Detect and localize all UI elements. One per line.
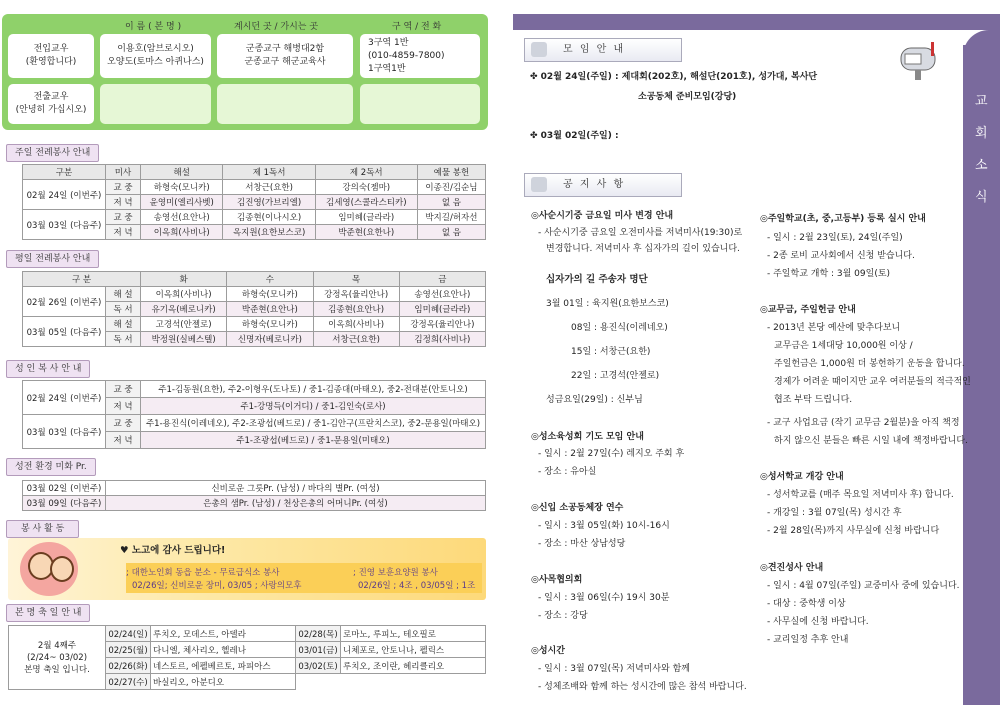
- table-row: [23, 496, 486, 511]
- header-name: 이 름 ( 본 명 ): [125, 22, 182, 32]
- mass-cell: 저 녁: [106, 195, 141, 210]
- date-cell: 03월 03일 (다음주): [23, 210, 106, 240]
- notice-line: - 일시 : 3월 05일(화) 10시-16시: [538, 521, 670, 531]
- notice-line: - 대상 : 중학생 이상: [767, 599, 846, 609]
- th: 금: [399, 272, 485, 287]
- notice-line: 08일 : 용진식(이레네오): [571, 323, 668, 333]
- service-left-2: 02/26일; 신비로운 장미, 03/05 ; 사랑의모후: [132, 581, 302, 591]
- notice-heading: ◎교무금, 주일헌금 안내: [760, 305, 856, 315]
- header-place: 계시던 곳 / 가시는 곳: [234, 22, 319, 32]
- top-band: [513, 14, 1000, 30]
- cell: 송영선(요안나): [141, 210, 223, 225]
- cell: 신비로운 그릇Pr. (남성) / 바다의 별Pr. (여성): [106, 481, 486, 496]
- cell: 주1-강명득(이거디) / 중1-김인숙(로사): [141, 398, 486, 415]
- date-cell: 02월 26일 (이번주): [23, 287, 106, 317]
- notice-line: 경제가 어려운 때이지만 교우 여러분들의 적극적인: [774, 377, 971, 387]
- sunday-title: 주일 전례봉사 안내: [6, 144, 99, 162]
- transfer-out-area: [360, 84, 480, 124]
- cell: 은총의 샘Pr. (남성) / 천상은총의 어머니Pr. (여성): [106, 496, 486, 511]
- cell: 김세영(스콜라스티카): [315, 195, 417, 210]
- transfer-out-names: [100, 84, 211, 124]
- cell: 박정원(실베스텔): [141, 332, 227, 347]
- notice-title-text: 공 지 사 항: [563, 179, 626, 190]
- date-cell: 03월 03일 (다음주): [23, 415, 106, 449]
- cell: 송영선(요안나): [399, 287, 485, 302]
- notice-line: 변경합니다. 저녁미사 후 십자가의 길이 있습니다.: [546, 244, 740, 254]
- role-cell: 해 설: [106, 317, 141, 332]
- feast-date: 02/24(일): [106, 626, 151, 642]
- empty-cell: [296, 674, 486, 690]
- feast-label: 2월 4째주 (2/24~ 03/02) 본명 축일 입니다.: [9, 626, 106, 690]
- th: 구분: [23, 165, 106, 180]
- role-cell: 독 서: [106, 332, 141, 347]
- cell: 박지길/허자선: [417, 210, 485, 225]
- cell: 박준현(요안나): [227, 302, 313, 317]
- notice-line: - 성체조배와 함께 하는 성시간에 많은 참석 바랍니다.: [538, 682, 747, 692]
- feast-date: 02/28(목): [296, 626, 341, 642]
- notice-line: - 성서학교를 (매주 목요일 저녁미사 후) 합니다.: [767, 490, 954, 500]
- cell: 윤영미(엘리사벳): [141, 195, 223, 210]
- cell: 고경석(안젤로): [141, 317, 227, 332]
- cell: 강정옥(율리안나): [313, 287, 399, 302]
- notice-line: - 주일학교 개학 : 3월 09일(토): [767, 269, 891, 279]
- notice-subheading: 십자가의 길 주송자 명단: [546, 274, 648, 285]
- notice-line: - 일시 : 3월 06일(수) 19시 30분: [538, 593, 670, 603]
- cell: 신명자(베로니카): [227, 332, 313, 347]
- transfer-out-label: 전출교우 (안녕히 가십시오): [8, 84, 94, 124]
- feast-date: 03/01(금): [296, 642, 341, 658]
- cell: 임미혜(글라라): [315, 210, 417, 225]
- mass-cell: 저 녁: [106, 225, 141, 240]
- cell: 박준현(요한나): [315, 225, 417, 240]
- notice-line: - 사무실에 신청 바랍니다.: [767, 617, 869, 627]
- mailbox-icon: [895, 40, 945, 80]
- person-icon: [531, 42, 547, 57]
- notice-line: 협조 부탁 드립니다.: [774, 395, 853, 405]
- cell: 이종진/김순님: [417, 180, 485, 195]
- cell: 없 음: [417, 195, 485, 210]
- th: 해설: [141, 165, 223, 180]
- feast-names: 루치오, 모데스트, 아델라: [151, 626, 296, 642]
- feast-date: 02/26(화): [106, 658, 151, 674]
- meeting-line: ✤ 02월 24일(주일) : 제대회(202호), 해설단(201호), 성가대, 복사단: [530, 72, 818, 82]
- notice-heading: ◎성시간: [531, 646, 565, 656]
- cell: 옥지원(요한보스코): [223, 225, 315, 240]
- cell: 강의숙(젬마): [315, 180, 417, 195]
- cell: 이옥희(사비나): [313, 317, 399, 332]
- date-cell: 02월 24일 (이번주): [23, 381, 106, 415]
- service-left-1: ; 대한노인회 동읍 분소 - 무료급식소 봉사: [126, 568, 280, 578]
- cell: 임미혜(글라라): [399, 302, 485, 317]
- feast-names: 네스토르, 에펠베르토, 파피아스: [151, 658, 296, 674]
- cell: 주1-용진식(이레네오), 주2-조광섭(베드로) / 중1-김안구(프란치스코), 중2-문용일(마태오): [141, 415, 486, 432]
- date-cell: 03월 09일 (다음주): [23, 496, 106, 511]
- meeting-title-text: 모 임 안 내: [563, 44, 626, 55]
- notice-line: - 일시 : 2월 27일(수) 레지오 주회 후: [538, 449, 685, 459]
- feast-table: [8, 625, 486, 690]
- notice-line: - 장소 : 강당: [538, 611, 588, 621]
- mass-cell: 교 중: [106, 415, 141, 432]
- cell: 이옥희(사비나): [141, 287, 227, 302]
- notice-heading: ◎견진성사 안내: [760, 563, 824, 573]
- date-cell: 03월 02일 (이번주): [23, 481, 106, 496]
- cell: 없 음: [417, 225, 485, 240]
- cell: 서창근(요한): [223, 180, 315, 195]
- cleaning-title: 성전 환경 미화 Pr.: [6, 458, 96, 476]
- th: 화: [141, 272, 227, 287]
- meeting-title: [524, 38, 682, 62]
- notice-line: - 2월 28일(목)까지 사무실에 신청 바랍니다: [767, 526, 940, 536]
- weekday-title: 평일 전례봉사 안내: [6, 250, 99, 268]
- table-row: [23, 415, 486, 432]
- th: 예물 봉헌: [417, 165, 485, 180]
- notice-line: 15일 : 서창근(요한): [571, 347, 651, 357]
- notice-heading: ◎신입 소공동체장 연수: [531, 503, 624, 513]
- cell: 서창근(요한): [313, 332, 399, 347]
- mass-cell: 교 중: [106, 180, 141, 195]
- notice-title: [524, 173, 682, 197]
- mass-cell: 저 녁: [106, 432, 141, 449]
- notice-line: 22일 : 고경석(안젤로): [571, 371, 660, 381]
- cell: 유기옥(베로니카): [141, 302, 227, 317]
- meeting-line: ✤ 03월 02일(주일) :: [530, 131, 619, 141]
- sunday-table: [22, 164, 486, 240]
- notice-line: - 개강일 : 3월 07일(목) 성시간 후: [767, 508, 902, 518]
- feast-names: 바실리오, 아분디오: [151, 674, 296, 690]
- meeting-line: 소공동체 준비모임(강당): [638, 92, 737, 102]
- notice-line: 주일헌금은 1,000원 더 봉헌하기 운동을 합니다.: [774, 359, 965, 369]
- cell: 김정희(사비나): [399, 332, 485, 347]
- th: 목: [313, 272, 399, 287]
- table-row: [23, 317, 486, 332]
- notice-heading: ◎사순시기중 금요일 미사 변경 안내: [531, 211, 674, 221]
- cell: 하형숙(모니카): [141, 180, 223, 195]
- table-row: [23, 481, 486, 496]
- thanks-text: ♥ 노고에 감사 드립니다!: [120, 545, 226, 556]
- role-cell: 독 서: [106, 302, 141, 317]
- cell: 하형숙(모니카): [227, 317, 313, 332]
- weekday-table: [22, 271, 486, 347]
- feast-names: 로마노, 루피노, 테오필로: [341, 626, 486, 642]
- transfer-section: [2, 14, 488, 130]
- notice-heading: ◎성소육성회 기도 모임 안내: [531, 432, 644, 442]
- th: 수: [227, 272, 313, 287]
- side-title-char: 소: [975, 158, 988, 173]
- notice-heading: ◎성서학교 개강 안내: [760, 472, 844, 482]
- feast-names: 루치오, 조이란, 헤리클리오: [341, 658, 486, 674]
- cell: 김종현(이나시오): [223, 210, 315, 225]
- cell: 주1-김동원(요한), 주2-이형우(도나토) / 중1-김종대(마태오), 중2-전대분(안토니오): [141, 381, 486, 398]
- feast-names: 니체포로, 안토니나, 펠릭스: [341, 642, 486, 658]
- cell: 하형숙(모니카): [227, 287, 313, 302]
- th: 제 1독서: [223, 165, 315, 180]
- side-title-char: 식: [975, 190, 988, 205]
- date-cell: 02월 24일 (이번주): [23, 180, 106, 210]
- table-row: [9, 626, 486, 642]
- table-row: [23, 210, 486, 225]
- side-title-char: 교: [975, 94, 988, 109]
- transfer-in-names: 이용호(암브로시오) 오양도(토마스 아퀴나스): [100, 34, 211, 78]
- transfer-in-area: 3구역 1반 (010-4859-7800) 1구역1반: [360, 34, 480, 78]
- notice-line: - 2013년 본당 예산에 맞추다보니: [767, 323, 901, 333]
- mass-cell: 교 중: [106, 210, 141, 225]
- notice-line: 하지 않으신 분들은 빠른 시일 내에 책정바랍니다.: [774, 436, 968, 446]
- notice-line: - 일시 : 4월 07일(주일) 교중미사 중에 있습니다.: [767, 581, 960, 591]
- feast-date: 03/02(토): [296, 658, 341, 674]
- notice-line: 성금요일(29일) : 신부님: [546, 395, 643, 405]
- service-right-2: 02/26일 ; 4조 , 03/05일 ; 1조: [358, 581, 476, 591]
- side-band: [963, 45, 1000, 705]
- notice-heading: ◎사목협의회: [531, 575, 583, 585]
- notice-line: - 2종 로비 교사회에서 신청 받습니다.: [767, 251, 915, 261]
- notice-line: - 사순시기중 금요일 오전미사를 저녁미사(19:30)로: [538, 228, 743, 238]
- notice-line: - 일시 : 3월 07일(목) 저녁미사와 함께: [538, 664, 690, 674]
- cleaning-table: [22, 480, 486, 511]
- face-icon: [50, 556, 74, 582]
- feast-date: 02/27(수): [106, 674, 151, 690]
- th: 구 분: [23, 272, 141, 287]
- altar-table: [22, 380, 486, 449]
- transfer-out-place: [217, 84, 353, 124]
- notice-line: - 장소 : 마산 상남성당: [538, 539, 626, 549]
- notice-line: - 교구 사업요금 (작기 교무금 2월분)을 아직 책정: [767, 418, 960, 428]
- th: 미사: [106, 165, 141, 180]
- header-area: 구 역 / 전 화: [392, 22, 442, 32]
- mass-cell: 저 녁: [106, 398, 141, 415]
- side-title-char: 회: [975, 126, 988, 141]
- cell: 주1-조광섭(베드로) / 중1-문용일(미태오): [141, 432, 486, 449]
- th: 제 2독서: [315, 165, 417, 180]
- table-row: [23, 180, 486, 195]
- service-right-1: ; 진영 보훈요양원 봉사: [353, 568, 438, 578]
- person-icon: [531, 177, 547, 192]
- notice-line: - 교리일정 추후 안내: [767, 635, 849, 645]
- cell: 이옥희(사비나): [141, 225, 223, 240]
- notice-heading: ◎주일학교(초, 중,고등부) 등록 실시 안내: [760, 214, 926, 224]
- notice-line: - 장소 : 유아실: [538, 467, 597, 477]
- mass-cell: 교 중: [106, 381, 141, 398]
- notice-line: - 일시 : 2월 23일(토), 24일(주일): [767, 233, 903, 243]
- notice-line: 3월 01일 : 육지원(요한보스코): [546, 299, 669, 309]
- altar-title: 성 인 복 사 안 내: [6, 360, 90, 378]
- notice-line: 교무금은 1세대당 10,000원 이상 /: [774, 341, 913, 351]
- feast-names: 다니엘, 체사리오, 헬레나: [151, 642, 296, 658]
- cell: 강정옥(율리안나): [399, 317, 485, 332]
- role-cell: 해 설: [106, 287, 141, 302]
- cell: 김종현(요안나): [313, 302, 399, 317]
- transfer-in-label: 전입교우 (환영합니다): [8, 34, 94, 78]
- service-panel: [8, 538, 486, 600]
- cell: 김진영(가브리엘): [223, 195, 315, 210]
- feast-date: 02/25(월): [106, 642, 151, 658]
- service-title: 봉 사 활 동: [6, 520, 79, 538]
- table-row: [23, 287, 486, 302]
- table-row: [23, 381, 486, 398]
- date-cell: 03월 05일 (다음주): [23, 317, 106, 347]
- transfer-in-place: 군종교구 해병대2함 군종교구 해군교육사: [217, 34, 353, 78]
- feast-title: 본 명 축 일 안 내: [6, 604, 90, 622]
